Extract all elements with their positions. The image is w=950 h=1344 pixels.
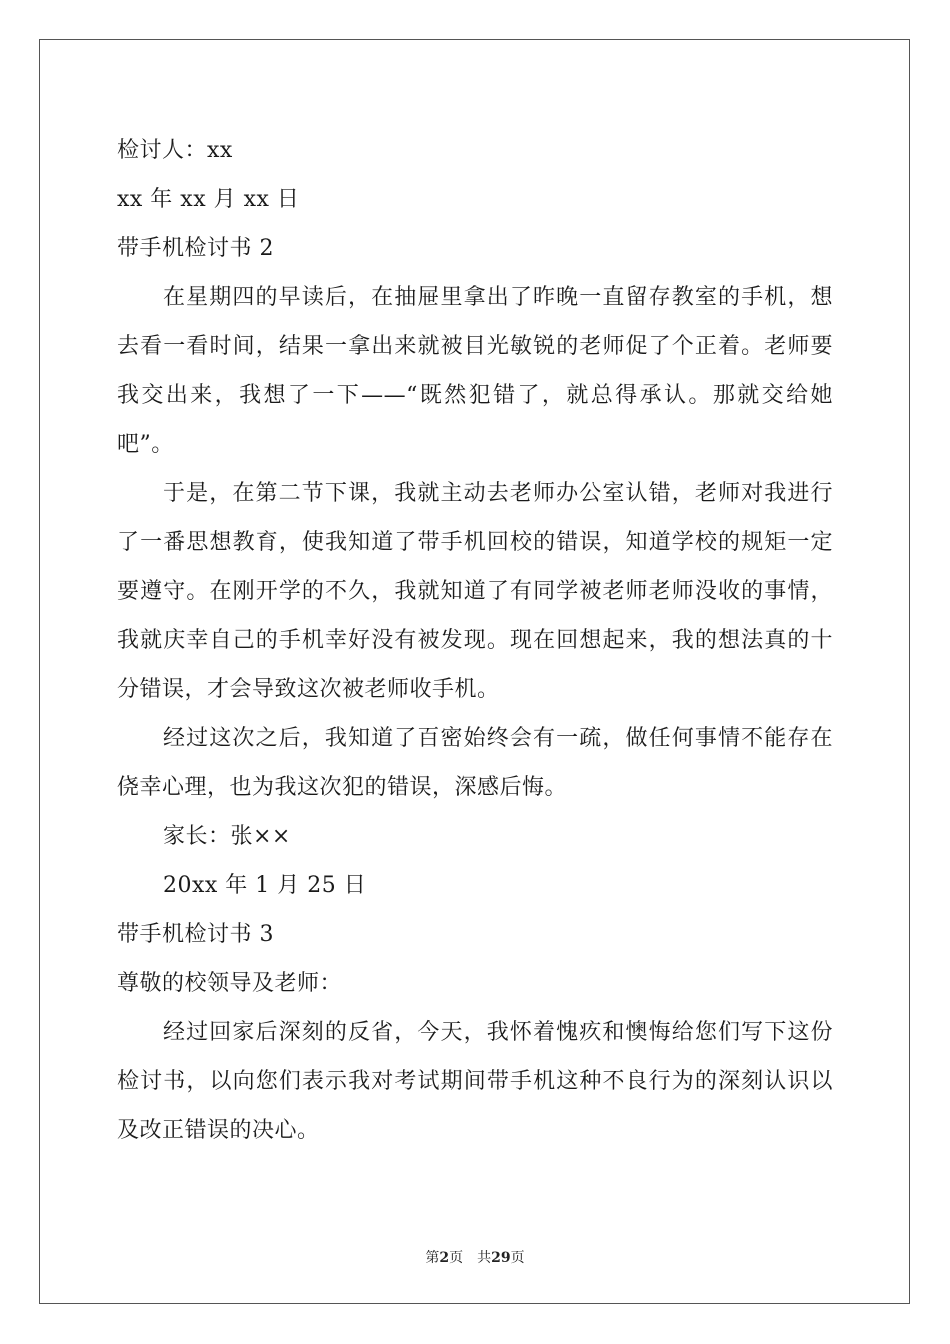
- section-title: 带手机检讨书 3: [117, 922, 274, 947]
- signature-label: 检讨人：xx: [117, 138, 233, 163]
- signature-date: xx 年 xx 月 xx 日: [117, 187, 300, 212]
- page-suffix: 页: [449, 1250, 464, 1266]
- paragraph: 在星期四的早读后，在抽屉里拿出了昨晚一直留存教室的手机，想去看一看时间，结果一拿出来就被目光敏锐的老师促了个正着。老师要我交出来，我想了一下——“既然犯错了，就总得承认。那就交给她吧”。: [117, 285, 833, 457]
- letter-date: 20xx 年 1 月 25 日: [163, 873, 367, 898]
- total-suffix: 页: [510, 1250, 525, 1266]
- paragraph: 经过回家后深刻的反省，今天，我怀着愧疚和懊悔给您们写下这份检讨书，以向您们表示我对考试期间带手机这种不良行为的深刻认识以及改正错误的决心。: [117, 1020, 833, 1143]
- total-prefix: 共: [477, 1250, 492, 1266]
- document-body: [117, 126, 833, 1155]
- salutation: 尊敬的校领导及老师：: [117, 971, 343, 996]
- page-total: 29: [491, 1250, 511, 1266]
- paragraph: 经过这次之后，我知道了百密始终会有一疏，做任何事情不能存在侥幸心理，也为我这次犯的错误，深感后悔。: [117, 726, 833, 800]
- paragraph: 于是，在第二节下课，我就主动去老师办公室认错，老师对我进行了一番思想教育，使我知道了带手机回校的错误，知道学校的规矩一定要遵守。在刚开学的不久，我就知道了有同学被老师老师没收的事情，我就庆幸自己的手机幸好没有被发现。现在回想起来，我的想法真的十分错误，才会导致这次被老师收手机。: [117, 481, 833, 702]
- section-title: 带手机检讨书 2: [117, 236, 274, 261]
- parent-signature: 家长：张××: [163, 824, 291, 849]
- page-footer: [0, 1247, 950, 1267]
- page-prefix: 第: [425, 1250, 440, 1266]
- page-current: 2: [439, 1250, 450, 1266]
